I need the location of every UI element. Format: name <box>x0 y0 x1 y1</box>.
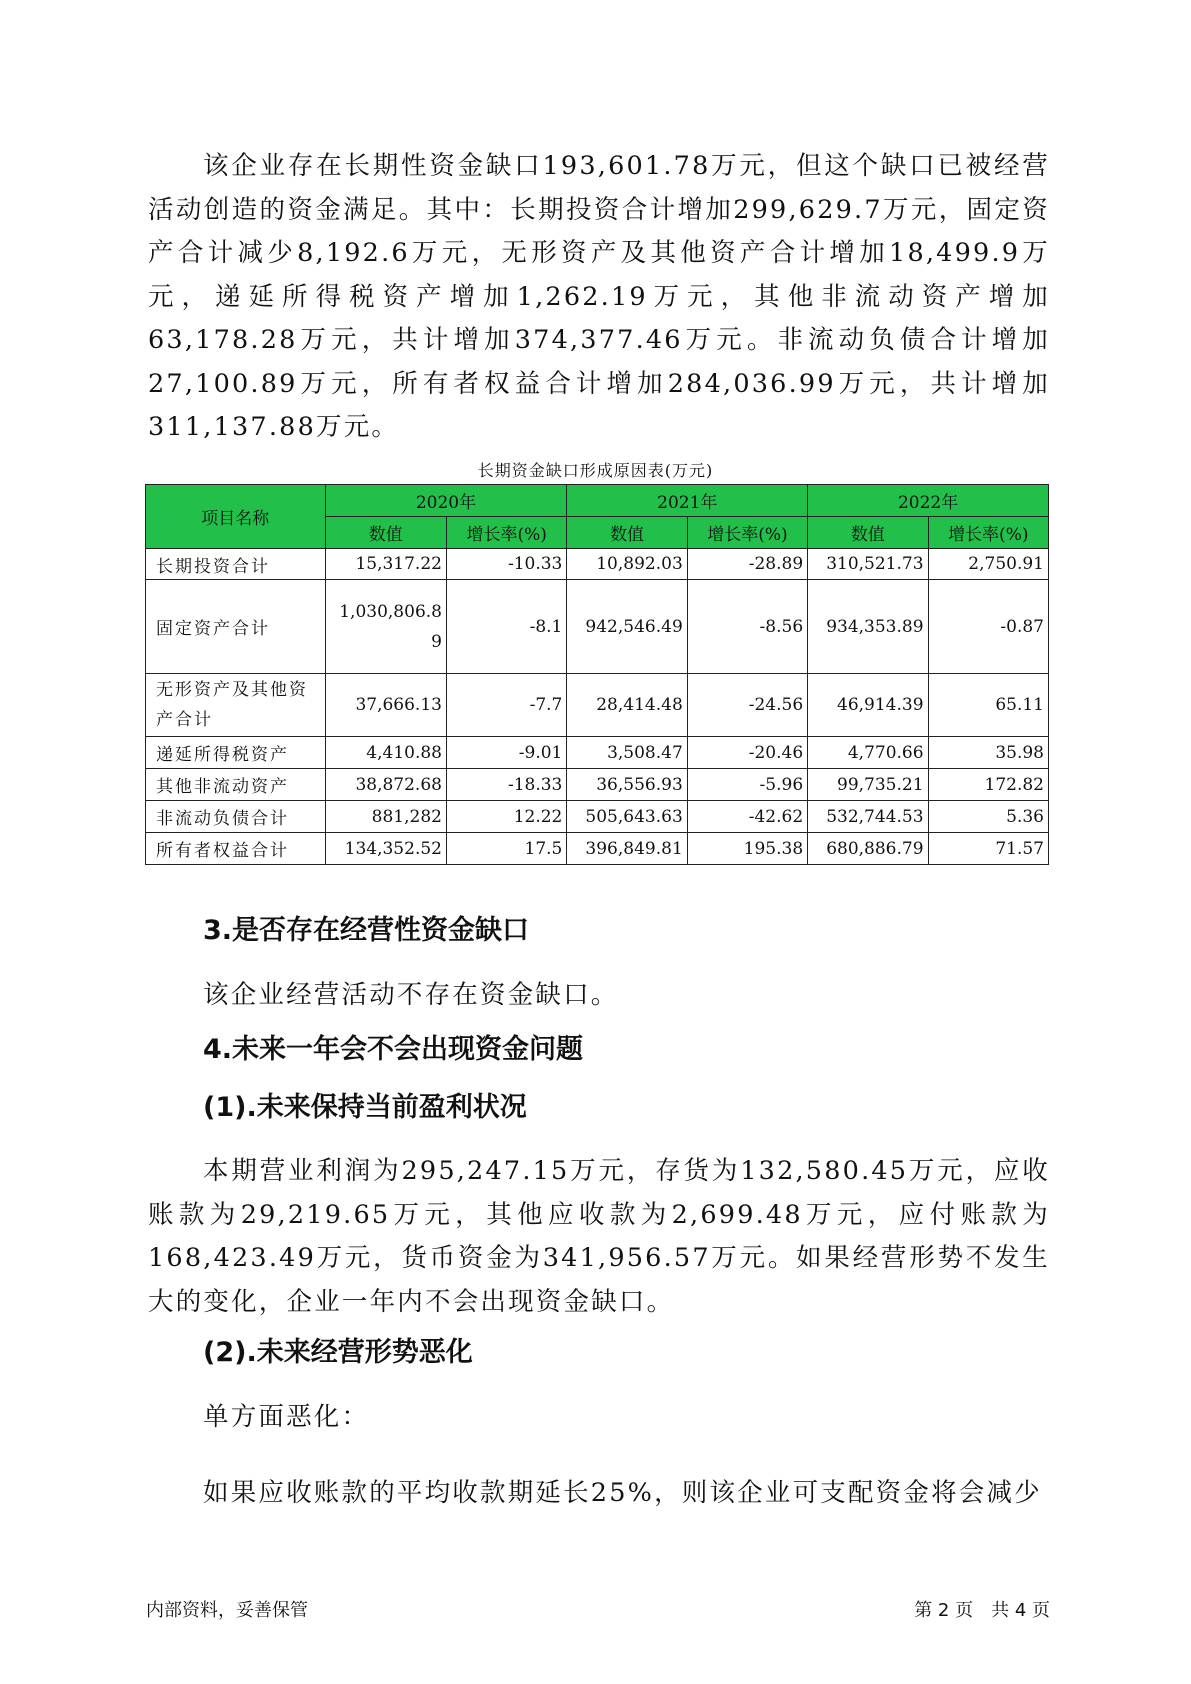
row-name: 所有者权益合计 <box>146 833 326 865</box>
growth-2020: -7.7 <box>446 674 566 737</box>
row-name: 非流动负债合计 <box>146 801 326 833</box>
long-term-gap-table <box>145 484 1049 865</box>
header-growth: 增长率(%) <box>928 517 1048 549</box>
footer-page-number: 第 2 页 共 4 页 <box>914 1600 1050 1621</box>
row-name: 其他非流动资产 <box>146 769 326 801</box>
paragraph-long-term-gap: 该企业存在长期性资金缺口193,601.78万元，但这个缺口已被经营活动创造的资金满足。其中：长期投资合计增加299,629.7万元，固定资产合计减少8,192.6万元，无形资产及其他资产合计增加18,499.9万元，递延所得税资产增加1,262.19万元，其他非流动资产增加63,178.28万元，共计增加374,377.46万元。非流动负债合计增加27,100.89万元，所有者权益合计增加284,036.99万元，共计增加311,137.88万元。 <box>148 151 1050 442</box>
paragraph-current-profit: 本期营业利润为295,247.15万元，存货为132,580.45万元，应收账款为29,219.65万元，其他应收款为2,699.48万元，应付账款为168,423.49万元，货币资金为341,956.57万元。如果经营形势不发生大的变化，企业一年内不会出现资金缺口。 <box>148 1156 1050 1317</box>
growth-2021: 195.38 <box>687 833 807 865</box>
heading-operating-gap: 3.是否存在经营性资金缺口 <box>203 915 530 946</box>
growth-2022: 172.82 <box>928 769 1048 801</box>
row-name: 长期投资合计 <box>146 549 326 580</box>
value-2020: 1,030,806.89 <box>325 580 446 674</box>
growth-2022: 65.11 <box>928 674 1048 737</box>
heading-next-year: 4.未来一年会不会出现资金问题 <box>203 1034 584 1065</box>
header-year-2020: 2020年 <box>325 485 567 517</box>
value-2022: 680,886.79 <box>808 833 928 865</box>
growth-2022: -0.87 <box>928 580 1048 674</box>
table-row <box>146 769 1049 801</box>
paragraph-unilateral: 单方面恶化： <box>203 1402 370 1432</box>
paragraph-operating-gap: 该企业经营活动不存在资金缺口。 <box>203 980 619 1010</box>
growth-2020: -18.33 <box>446 769 566 801</box>
value-2020: 38,872.68 <box>325 769 446 801</box>
value-2020: 15,317.22 <box>325 549 446 580</box>
header-year-2021: 2021年 <box>567 485 808 517</box>
table-caption: 长期资金缺口形成原因表(万元) <box>477 461 714 480</box>
growth-2020: -10.33 <box>446 549 566 580</box>
value-2022: 4,770.66 <box>808 737 928 769</box>
table-row <box>146 580 1049 674</box>
table-row <box>146 549 1049 580</box>
value-2021: 396,849.81 <box>567 833 687 865</box>
table-row <box>146 801 1049 833</box>
value-2021: 28,414.48 <box>567 674 687 737</box>
value-2020: 37,666.13 <box>325 674 446 737</box>
paragraph-receivables: 如果应收账款的平均收款期延长25%，则该企业可支配资金将会减少 <box>203 1478 1042 1508</box>
header-item-name: 项目名称 <box>146 485 326 549</box>
header-value: 数值 <box>567 517 687 549</box>
value-2021: 36,556.93 <box>567 769 687 801</box>
growth-2021: -20.46 <box>687 737 807 769</box>
footer-confidential: 内部资料，妥善保管 <box>146 1600 308 1621</box>
value-2022: 532,744.53 <box>808 801 928 833</box>
row-name: 固定资产合计 <box>146 580 326 674</box>
growth-2022: 2,750.91 <box>928 549 1048 580</box>
heading-deterioration: (2).未来经营形势恶化 <box>203 1337 473 1368</box>
growth-2021: -5.96 <box>687 769 807 801</box>
growth-2021: -24.56 <box>687 674 807 737</box>
value-2020: 4,410.88 <box>325 737 446 769</box>
header-growth: 增长率(%) <box>446 517 566 549</box>
growth-2022: 35.98 <box>928 737 1048 769</box>
value-2020: 134,352.52 <box>325 833 446 865</box>
growth-2020: -9.01 <box>446 737 566 769</box>
value-2022: 99,735.21 <box>808 769 928 801</box>
value-2021: 10,892.03 <box>567 549 687 580</box>
value-2020: 881,282 <box>325 801 446 833</box>
table-row <box>146 833 1049 865</box>
table-row <box>146 737 1049 769</box>
header-growth: 增长率(%) <box>687 517 807 549</box>
growth-2020: 17.5 <box>446 833 566 865</box>
value-2021: 942,546.49 <box>567 580 687 674</box>
growth-2021: -8.56 <box>687 580 807 674</box>
value-2022: 46,914.39 <box>808 674 928 737</box>
header-value: 数值 <box>325 517 446 549</box>
growth-2021: -42.62 <box>687 801 807 833</box>
value-2021: 505,643.63 <box>567 801 687 833</box>
value-2021: 3,508.47 <box>567 737 687 769</box>
header-value: 数值 <box>808 517 928 549</box>
growth-2020: -8.1 <box>446 580 566 674</box>
row-name: 无形资产及其他资产合计 <box>146 674 326 737</box>
header-year-2022: 2022年 <box>808 485 1049 517</box>
heading-maintain-profit: (1).未来保持当前盈利状况 <box>203 1092 527 1123</box>
growth-2020: 12.22 <box>446 801 566 833</box>
growth-2022: 71.57 <box>928 833 1048 865</box>
table-row <box>146 674 1049 737</box>
value-2022: 310,521.73 <box>808 549 928 580</box>
row-name: 递延所得税资产 <box>146 737 326 769</box>
growth-2021: -28.89 <box>687 549 807 580</box>
value-2022: 934,353.89 <box>808 580 928 674</box>
growth-2022: 5.36 <box>928 801 1048 833</box>
